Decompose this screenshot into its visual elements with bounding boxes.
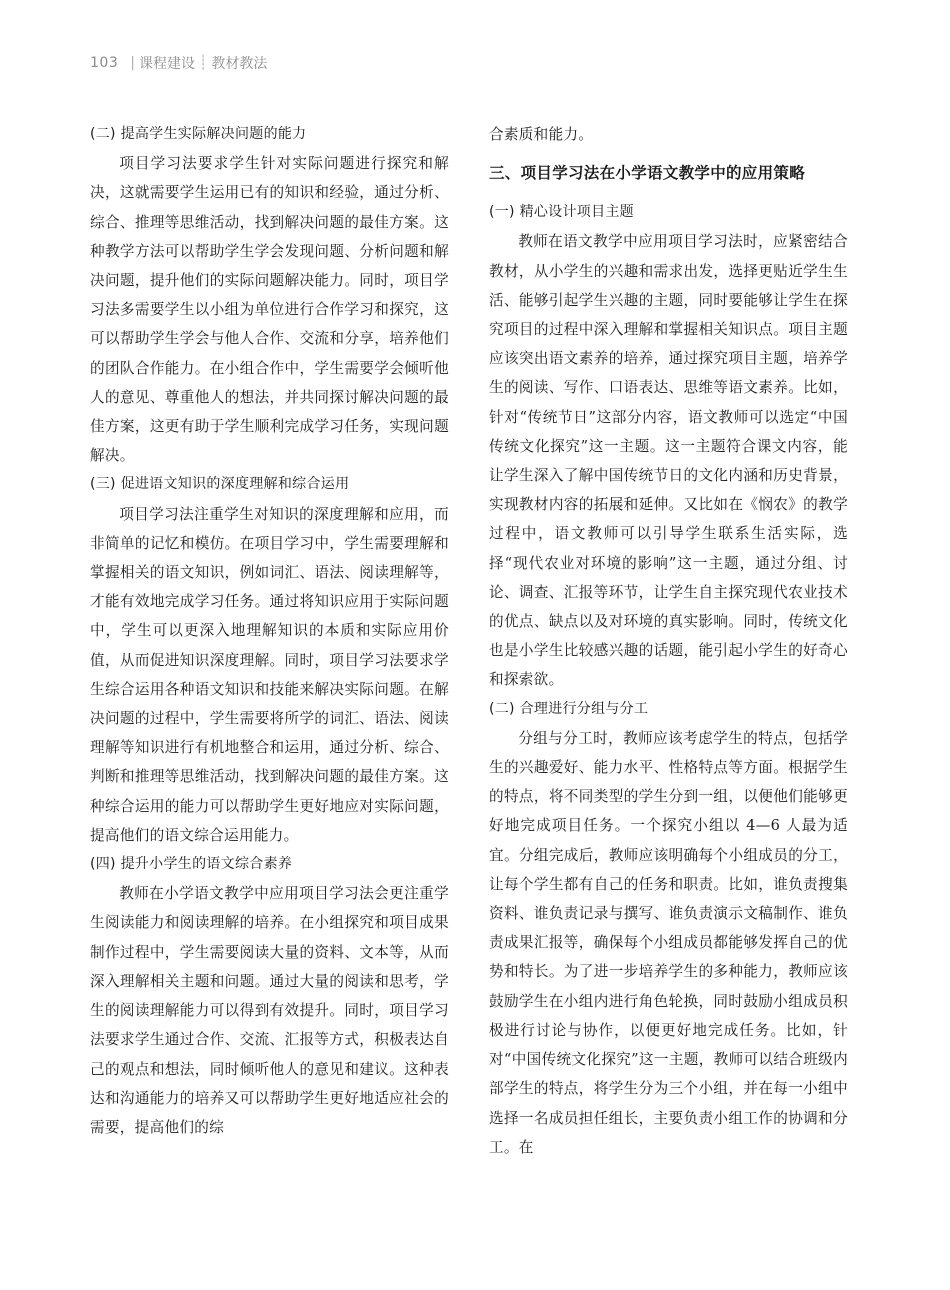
paragraph: 项目学习法注重学生对知识的深度理解和应用，而非简单的记忆和模仿。在项目学习中，学生需要理解和掌握相关的语文知识，例如词汇、语法、阅读理解等，才能有效地完成学习任务。通过将知识应用于实际问题中，学生可以更深入地理解知识的本质和实际应用价值，从而促进知识深度理解。同时，项目学习法要求学生综合运用各种语文知识和技能来解决实际问题。在解决问题的过程中，学生需要将所学的词汇、语法、阅读理解等知识进行有机地整合和运用，通过分析、综合、判断和推理等思维活动，找到解决问题的最佳方案。这种综合运用的能力可以帮助学生更好地应对实际问题，提高他们的语文综合运用能力。 [90, 505, 449, 844]
paragraph: 教师在语文教学中应用项目学习法时，应紧密结合教材，从小学生的兴趣和需求出发，选择更贴近学生生活、能够引起学生兴趣的主题，同时要能够让学生在探究项目的过程中深入理解和掌握相关知识点。项目主题应该突出语文素养的培养，通过探究项目主题，培养学生的阅读、写作、口语表达、思维等语文素养。比如，针对“传统节日”这部分内容，语文教师可以选定“中国传统文化探究”这一主题。这一主题符合课文内容，能让学生深入了解中国传统节日的文化内涵和历史背景，实现教材内容的拓展和延伸。又比如在《悯农》的教学过程中，语文教师可以引导学生联系生活实际，选择“现代农业对环境的影响”这一主题，通过分组、讨论、调查、汇报等环节，让学生自主探究现代农业技术的优点、缺点以及对环境的真实影响。同时，传统文化也是小学生比较感兴趣的话题，能引起小学生的好奇心和探索欲。 [489, 233, 848, 689]
left-column [90, 120, 449, 1162]
running-header [90, 52, 267, 74]
subheading-1: (一) 精心设计项目主题 [489, 204, 634, 221]
page-number: 103 [90, 55, 119, 71]
subheading-4: (四) 提升小学生的语文综合素养 [90, 856, 293, 873]
header-separator-dotted: ┊ [198, 55, 208, 71]
right-column [489, 120, 848, 1162]
subheading-3: (三) 促进语文知识的深度理解和综合运用 [90, 476, 350, 493]
header-subsection: 教材教法 [211, 56, 268, 72]
paragraph: 教师在小学语文教学中应用项目学习法会更注重学生阅读能力和阅读理解的培养。在小组探究和项目成果制作过程中，学生需要阅读大量的资料、文本等，从而深入理解相关主题和问题。通过大量的阅读和思考，学生的阅读理解能力可以得到有效提升。同时，项目学习法要求学生通过合作、交流、汇报等方式，积极表达自己的观点和想法，同时倾听他人的意见和建议。这种表达和沟通能力的培养又可以帮助学生更好地适应社会的需要，提高他们的综 [90, 885, 449, 1136]
subheading-2: (二) 提高学生实际解决问题的能力 [90, 126, 307, 142]
header-separator: | [130, 55, 135, 71]
paragraph: 项目学习法要求学生针对实际问题进行探究和解决，这就需要学生运用已有的知识和经验，通过分析、综合、推理等思维活动，找到解决问题的最佳方案。这种教学方法可以帮助学生学会发现问题、分析问题和解决问题，提升他们的实际问题解决能力。同时，项目学习法多需要学生以小组为单位进行合作学习和探究，这可以帮助学生学会与他人合作、交流和分享，培养他们的团队合作能力。在小组合作中，学生需要学会倾听他人的意见、尊重他人的想法，并共同探讨解决问题的最佳方案，这更有助于学生顺利完成学习任务，实现问题解决。 [90, 155, 449, 465]
paragraph: 分组与分工时，教师应该考虑学生的特点，包括学生的兴趣爱好、能力水平、性格特点等方面。根据学生的特点，将不同类型的学生分到一组，以便他们能够更好地完成项目任务。一个探究小组以 4—6 人最为适宜。分组完成后，教师应该明确每个小组成员的分工，让每个学生都有自己的任务和职责。比如，谁负责搜集资料、谁负责记录与撰写、谁负责演示文稿制作、谁负责成果汇报等，确保每个小组成员都能够发挥自己的优势和特长。为了进一步培养学生的多种能力，教师应该鼓励学生在小组内进行角色轮换，同时鼓励小组成员积极进行讨论与协作，以便更好地完成任务。比如，针对“中国传统文化探究”这一主题，教师可以结合班级内部学生的特点，将学生分为三个小组，并在每一小组中选择一名成员担任组长，主要负责小组工作的协调和分工。在 [489, 729, 848, 1156]
header-section: 课程建设 [138, 56, 195, 72]
article-body [90, 120, 848, 1162]
paragraph-continuation: 合素质和能力。 [489, 126, 594, 143]
section-heading: 三、项目学习法在小学语文教学中的应用策略 [489, 164, 806, 183]
subheading-2b: (二) 合理进行分组与分工 [489, 700, 649, 717]
